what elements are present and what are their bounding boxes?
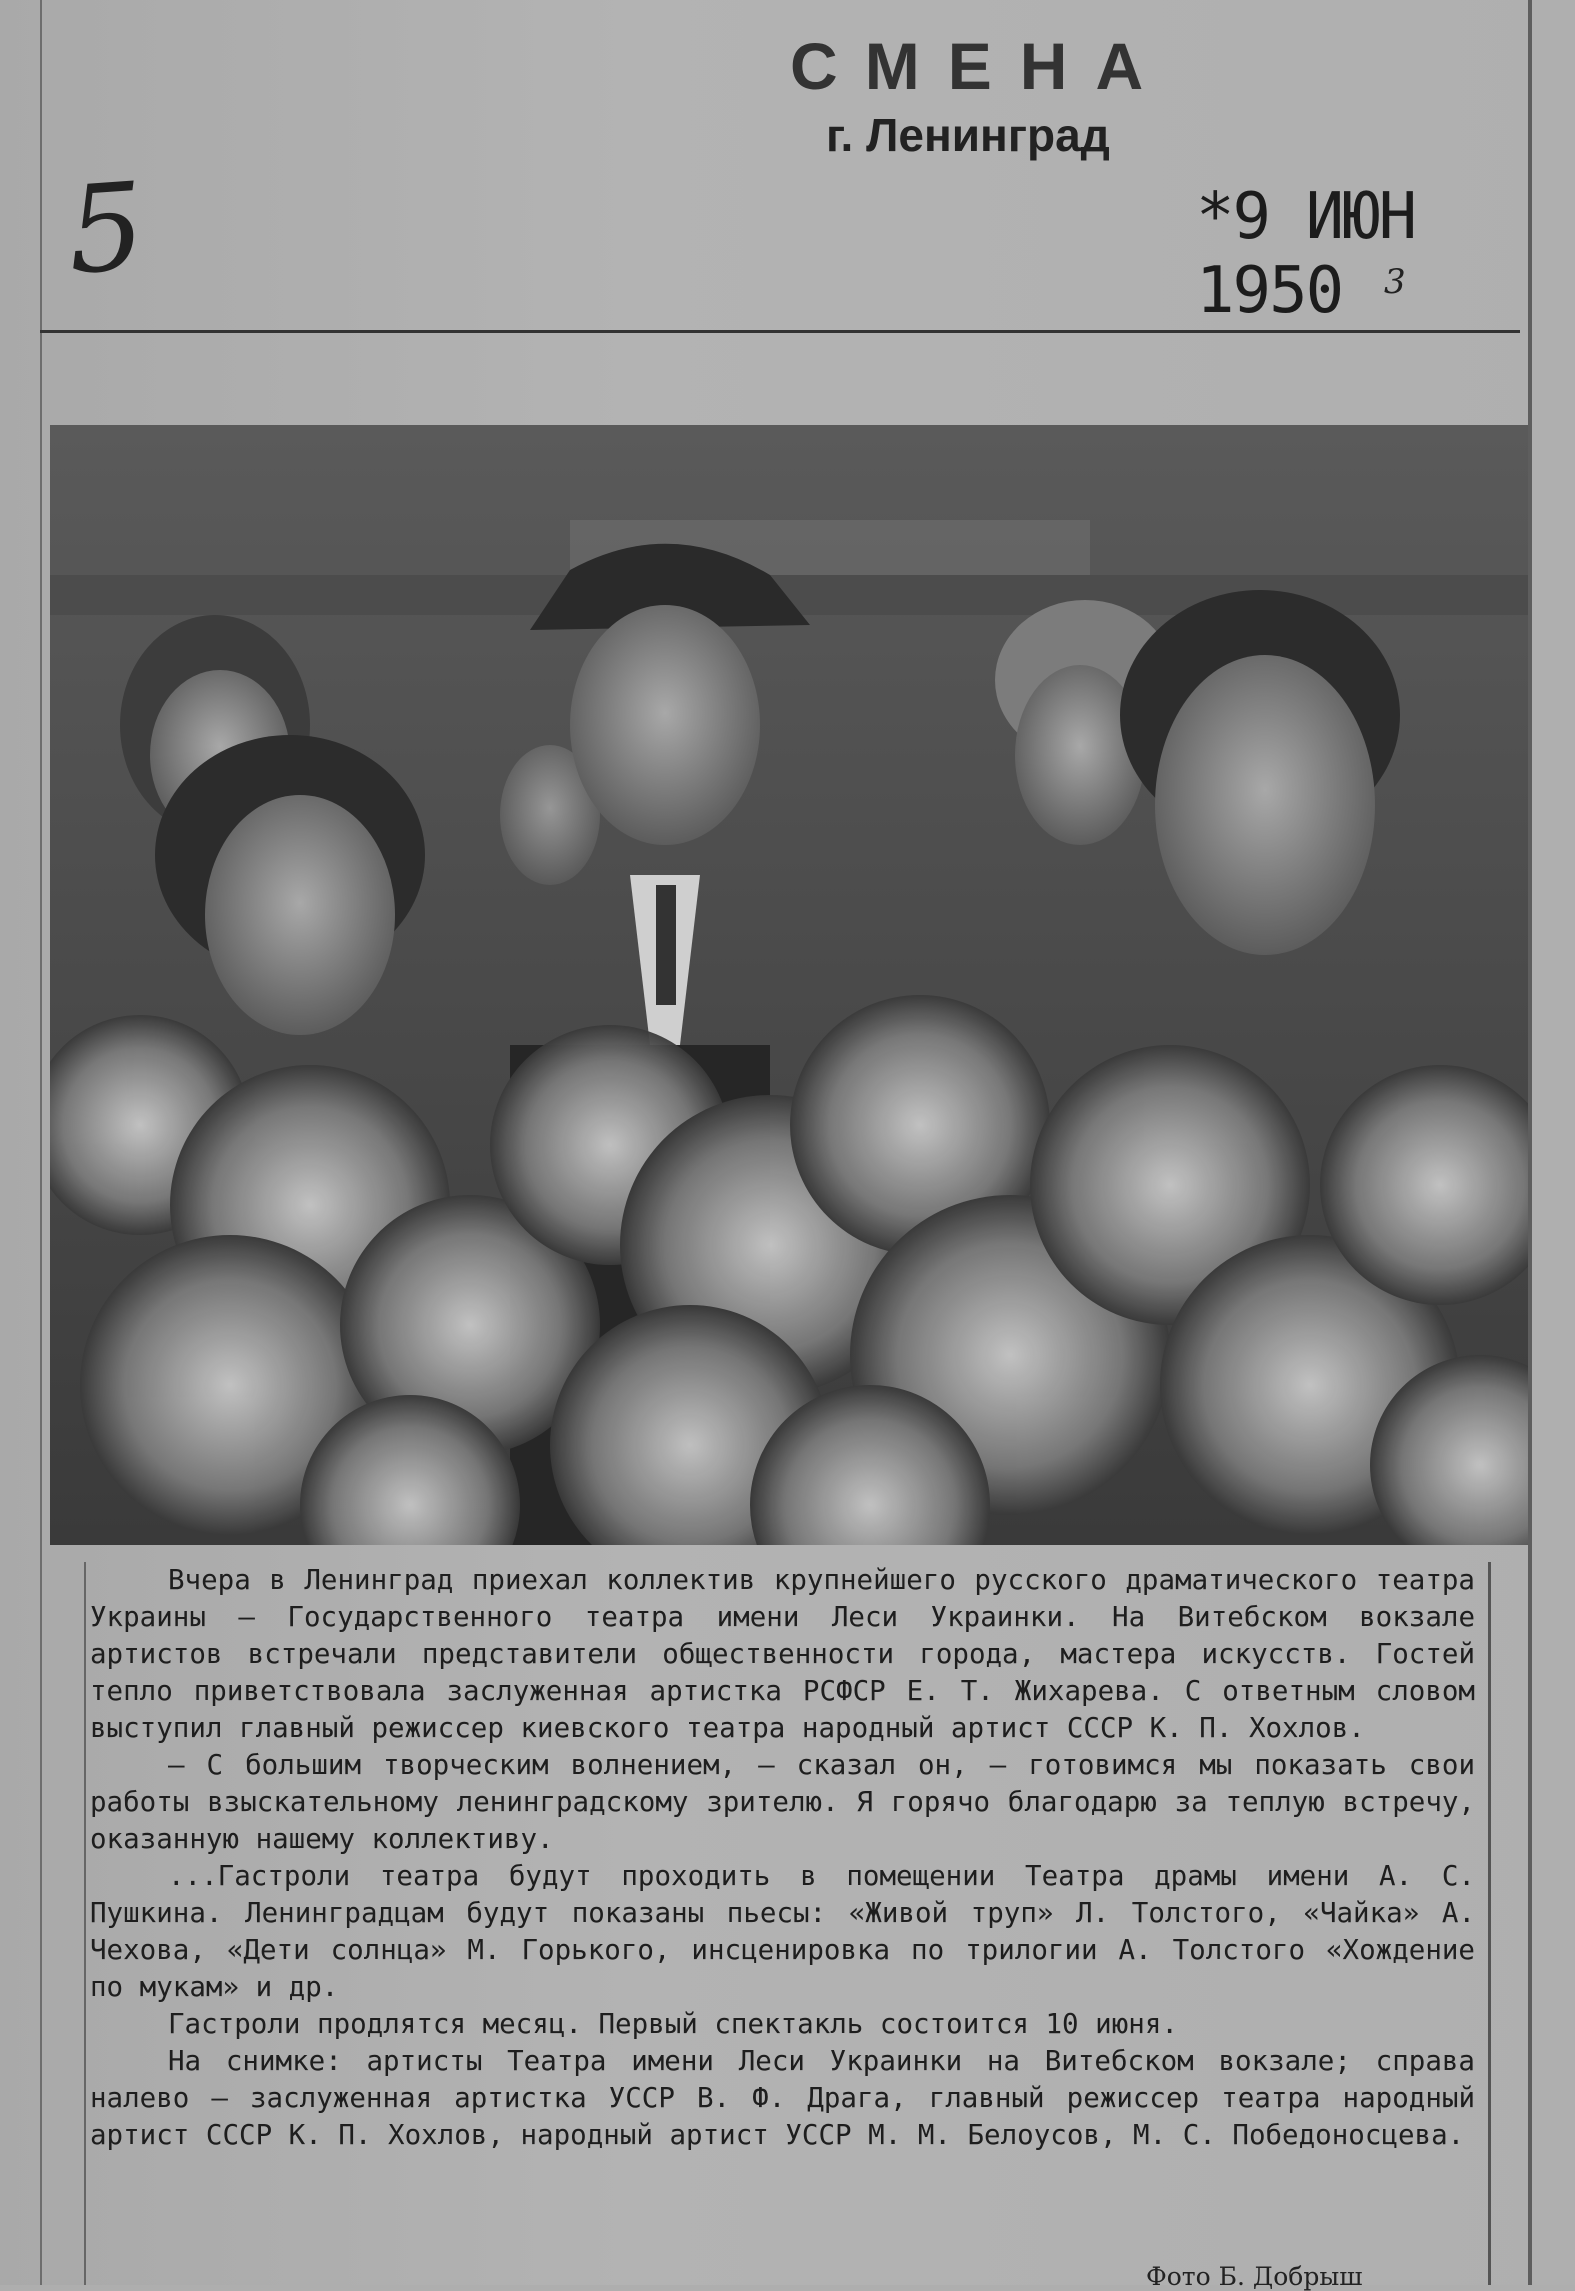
article-text bbox=[90, 1562, 1475, 2154]
handwritten-page-number: 5 bbox=[63, 157, 150, 302]
header-rule bbox=[40, 330, 1520, 333]
date-stamp-text: 9 ИЮН 1950 bbox=[1196, 180, 1416, 328]
article-paragraph: Гастроли продлятся месяц. Первый спектакль состоится 10 июня. bbox=[168, 2008, 1178, 2040]
article-paragraph: На снимке: артисты Театра имени Леси Украинки на Витебском вокзале; справа налево — заслуженная артистка УССР В. Ф. Драга, главный режиссер театра народный артист СССР К. П. Хохлов, народный артист УССР М. М. Белоусов, М. С. Победоносцева. bbox=[90, 2045, 1475, 2151]
clipping-right-edge bbox=[1528, 0, 1532, 2285]
group-photo bbox=[50, 425, 1528, 1545]
article-paragraph: — С большим творческим волнением, — сказал он, — готовимся мы показать свои работы взыскательному ленинградскому зрителю. Я горячо благодарю за теплую встречу, оказанную нашему коллективу. bbox=[90, 1749, 1475, 1855]
date-mark: 3 bbox=[1384, 262, 1406, 302]
photo-illustration bbox=[50, 425, 1528, 1545]
clipping-left-edge bbox=[40, 0, 42, 2285]
date-stamp bbox=[1196, 180, 1575, 328]
star-icon: * bbox=[1196, 180, 1233, 254]
city-stamp: г. Ленинград bbox=[826, 109, 1110, 161]
caption-rule-left bbox=[84, 1562, 86, 2285]
newspaper-name-stamp: СМЕНА bbox=[790, 29, 1172, 103]
caption-rule-right bbox=[1488, 1562, 1491, 2285]
article-paragraph: ...Гастроли театра будут проходить в помещении Театра драмы имени А. С. Пушкина. Ленинградцам будут показаны пьесы: «Живой труп» Л. Толстого, «Чайка» А. Чехова, «Дети солнца» М. Горького, инсценировка по трилогии А. Толстого «Хождение по мукам» и др. bbox=[90, 1860, 1475, 2003]
article-paragraph: Вчера в Ленинград приехал коллектив крупнейшего русского драматического театра Украины — Государственного театра имени Леси Украинки. На Витебском вокзале артистов встречали представители общественности города, мастера искусств. Гостей тепло приветствовала заслуженная артистка РСФСР Е. Т. Жихарева. С ответным словом выступил главный режиссер киевского театра народный артист СССР К. П. Хохлов. bbox=[90, 1564, 1475, 1744]
photo-credit: Фото Б. Добрыш bbox=[1146, 2262, 1363, 2291]
